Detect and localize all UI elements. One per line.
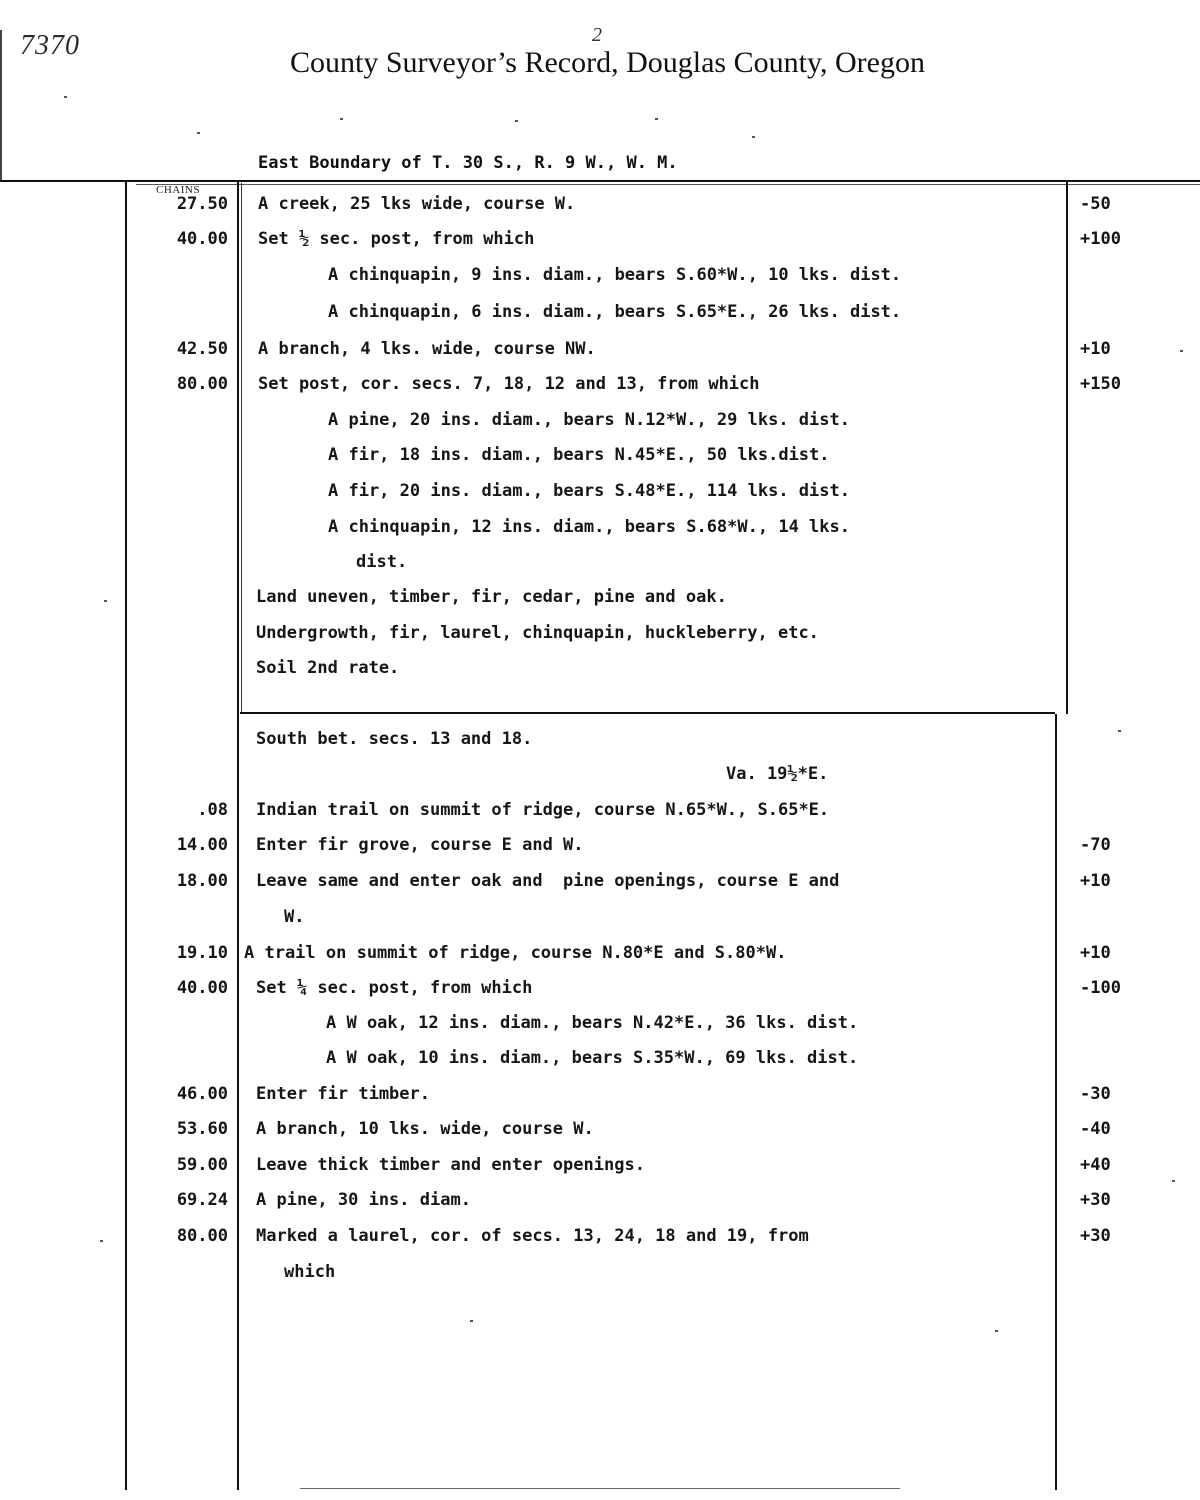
chain-value: 42.50 xyxy=(176,339,228,359)
elevation-change: +150 xyxy=(1080,374,1121,394)
chain-value: 59.00 xyxy=(176,1155,228,1175)
entry-text: A pine, 20 ins. diam., bears N.12*W., 29 lks. dist. xyxy=(328,410,850,430)
chain-value: 27.50 xyxy=(176,194,228,214)
elevation-change: +10 xyxy=(1080,871,1111,891)
text-column-rule xyxy=(237,180,239,1490)
bottom-rule xyxy=(300,1488,900,1489)
entry-text: Set ¼ sec. post, from which xyxy=(256,978,533,998)
entry-text: Leave thick timber and enter openings. xyxy=(256,1155,645,1175)
entry-text: W. xyxy=(284,907,305,927)
header-rule-shadow xyxy=(136,184,1200,185)
entry-text: which xyxy=(284,1262,336,1282)
magnetic-variation: Va. 19½*E. xyxy=(726,764,829,784)
chain-value: 53.60 xyxy=(176,1119,228,1139)
entry-text: Enter fir timber. xyxy=(256,1084,430,1104)
entry-text: dist. xyxy=(356,552,408,572)
entry-text: Set post, cor. secs. 7, 18, 12 and 13, from which xyxy=(258,374,760,394)
scan-speck xyxy=(197,132,200,134)
elevation-change: +30 xyxy=(1080,1226,1111,1246)
chain-value: 40.00 xyxy=(176,978,228,998)
chain-value: 80.00 xyxy=(176,374,228,394)
scan-speck xyxy=(995,1330,998,1332)
entry-text: A W oak, 12 ins. diam., bears N.42*E., 36 lks. dist. xyxy=(326,1013,859,1033)
sheet-mark: 2 xyxy=(592,24,602,46)
chain-value: 19.10 xyxy=(176,943,228,963)
entry-text: Land uneven, timber, fir, cedar, pine and oak. xyxy=(256,587,727,607)
boundary-title: East Boundary of T. 30 S., R. 9 W., W. M. xyxy=(258,153,678,173)
chain-value: 18.00 xyxy=(176,871,228,891)
record-title: County Surveyor’s Record, Douglas County, Oregon xyxy=(290,46,925,79)
scan-speck xyxy=(340,118,343,120)
elevation-change: -40 xyxy=(1080,1119,1111,1139)
page-number: 7370 xyxy=(20,30,80,61)
chain-value: 80.00 xyxy=(176,1226,228,1246)
elevation-change: +10 xyxy=(1080,339,1111,359)
chain-value: .08 xyxy=(197,800,228,820)
scan-speck xyxy=(64,96,67,98)
scan-speck xyxy=(1172,1180,1175,1182)
entry-text: A trail on summit of ridge, course N.80*E and S.80*W. xyxy=(244,943,787,963)
scan-speck xyxy=(1118,730,1121,732)
elevation-change: +30 xyxy=(1080,1190,1111,1210)
entry-text: Enter fir grove, course E and W. xyxy=(256,835,584,855)
chain-value: 46.00 xyxy=(176,1084,228,1104)
entry-text: Soil 2nd rate. xyxy=(256,658,400,678)
delta-column-rule-lower xyxy=(1055,714,1057,1490)
scan-speck xyxy=(752,136,755,138)
elevation-change: +10 xyxy=(1080,943,1111,963)
section1-left-rule xyxy=(241,183,242,713)
entry-text: Undergrowth, fir, laurel, chinquapin, huckleberry, etc. xyxy=(256,623,819,643)
entry-text: Indian trail on summit of ridge, course N.65*W., S.65*E. xyxy=(256,800,830,820)
elevation-change: -100 xyxy=(1080,978,1121,998)
elevation-change: -30 xyxy=(1080,1084,1111,1104)
chains-column-header: CHAINS xyxy=(156,184,200,196)
chains-column-rule xyxy=(125,180,127,1490)
entry-text: A chinquapin, 6 ins. diam., bears S.65*E., 26 lks. dist. xyxy=(328,302,902,322)
delta-column-rule xyxy=(1066,180,1068,714)
section-heading: South bet. secs. 13 and 18. xyxy=(256,729,533,749)
chain-value: 14.00 xyxy=(176,835,228,855)
entry-text: A W oak, 10 ins. diam., bears S.35*W., 69 lks. dist. xyxy=(326,1048,859,1068)
entry-text: A fir, 20 ins. diam., bears S.48*E., 114 lks. dist. xyxy=(328,481,850,501)
chain-value: 40.00 xyxy=(176,229,228,249)
entry-text: A chinquapin, 12 ins. diam., bears S.68*W., 14 lks. xyxy=(328,517,850,537)
entry-text: Leave same and enter oak and pine openings, course E and xyxy=(256,871,840,891)
header-rule xyxy=(0,180,1200,182)
entry-text: A chinquapin, 9 ins. diam., bears S.60*W., 10 lks. dist. xyxy=(328,265,902,285)
scan-speck xyxy=(100,1240,103,1242)
entry-text: A branch, 4 lks. wide, course NW. xyxy=(258,339,596,359)
elevation-change: +100 xyxy=(1080,229,1121,249)
elevation-change: +40 xyxy=(1080,1155,1111,1175)
chain-value: 69.24 xyxy=(176,1190,228,1210)
entry-text: A pine, 30 ins. diam. xyxy=(256,1190,471,1210)
elevation-change: -70 xyxy=(1080,835,1111,855)
scan-speck xyxy=(515,120,518,122)
scan-speck xyxy=(470,1320,473,1322)
entry-text: A branch, 10 lks. wide, course W. xyxy=(256,1119,594,1139)
scan-speck xyxy=(1180,350,1183,352)
entry-text: Set ½ sec. post, from which xyxy=(258,229,535,249)
left-margin-rule xyxy=(0,30,2,180)
entry-text: A creek, 25 lks wide, course W. xyxy=(258,194,576,214)
elevation-change: -50 xyxy=(1080,194,1111,214)
entry-text: A fir, 18 ins. diam., bears N.45*E., 50 lks.dist. xyxy=(328,445,830,465)
scan-speck xyxy=(104,600,107,602)
scan-speck xyxy=(655,118,658,120)
entry-text: Marked a laurel, cor. of secs. 13, 24, 18 and 19, from xyxy=(256,1226,809,1246)
section-divider xyxy=(240,712,1055,714)
